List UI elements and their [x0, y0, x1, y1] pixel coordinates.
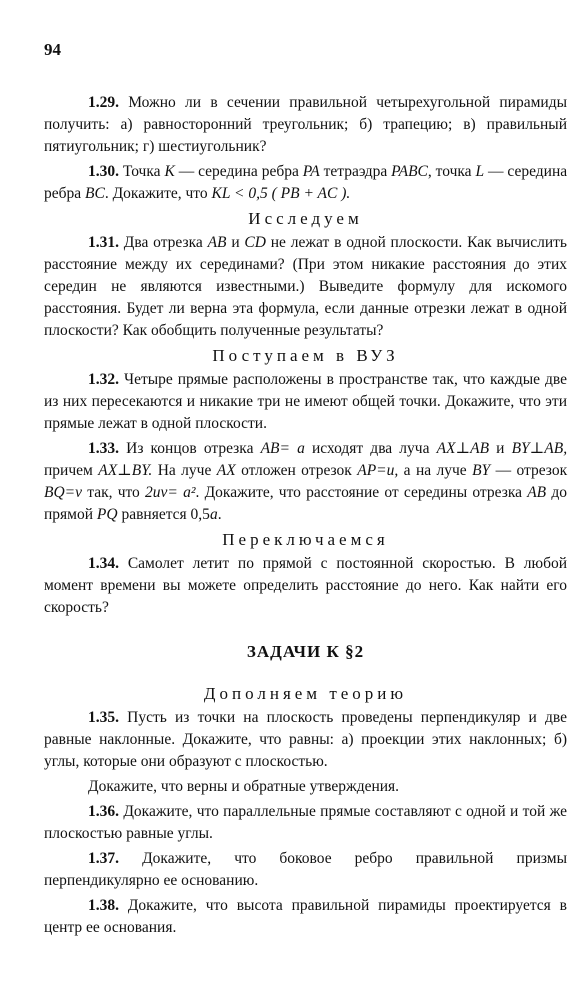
problem-text: — середина ребра [44, 163, 568, 202]
problem-text: и [496, 440, 505, 457]
problem-text: Можно ли в сечении правильной четырехугольной пирамиды получить: а) равносторонний треугольник; б) трапецию; в) правильный пятиугольник; г) шестиугольник? [44, 94, 567, 155]
math-var: BC [85, 185, 105, 202]
problem-text: Докажите, что боковое ребро правильной призмы перпендикулярно ее основанию. [44, 850, 567, 889]
math-expr: BY [472, 462, 491, 479]
problem-text: отложен отрезок [241, 462, 352, 479]
math-expr: AX⊥BY. [98, 462, 153, 479]
math-expr: PQ [96, 506, 118, 523]
problem-text: Самолет летит по прямой с постоянной скоростью. В любой момент времени вы можете определить расстояние до него. Как найти его скорость? [44, 555, 567, 616]
math-var: L [475, 163, 485, 180]
math-expr: a [209, 506, 218, 523]
problem-1-35-addendum: Докажите, что верны и обратные утверждения. [88, 778, 400, 795]
math-var: K [164, 163, 175, 180]
math-var: CD [244, 234, 266, 251]
page-number: 94 [44, 40, 61, 59]
subheading-postupaem-v-vuz: Поступаем в ВУЗ [212, 346, 399, 365]
problem-text: — середина ребра [178, 163, 299, 180]
problem-text: не лежат в одной плоскости. Как вычислить расстояние между их серединами? (При этом никакие расстояния до этих середин не являются известными.) Выведите формулу для искомого расстояния. Будет ли верна эта формула, если данные отрезки лежат в одной плоскости? Как обобщить полученные результаты? [44, 234, 568, 339]
math-expr: BQ=v [44, 484, 83, 501]
subheading-issleduem: Исследуем [248, 209, 363, 228]
math-expr: AX [216, 462, 236, 479]
subheading-dopolnyaem-teoriyu: Дополняем теорию [203, 684, 408, 703]
problem-text: . [217, 506, 222, 523]
problem-1-33 [44, 438, 567, 526]
problem-1-35 [44, 707, 567, 773]
problem-text: а на луче [403, 462, 467, 479]
math-expr: BY⊥AB, [511, 440, 568, 457]
math-expr: 2uv= a² [145, 484, 196, 501]
problem-1-29 [44, 92, 567, 158]
problem-1-38 [44, 895, 567, 939]
problem-text: до прямой [44, 484, 568, 523]
problem-number: 1.37. [88, 850, 119, 867]
math-expr: AX⊥AB [436, 440, 490, 457]
problem-text: — отрезок [495, 462, 568, 479]
problem-text: , точка [427, 163, 472, 180]
problem-number: 1.38. [88, 897, 119, 914]
problem-text: тетраэдра [323, 163, 388, 180]
math-var: PA [302, 163, 320, 180]
problem-number: 1.35. [88, 709, 119, 726]
problem-1-37 [44, 848, 567, 892]
problem-1-34 [44, 553, 567, 619]
problem-text: Докажите, что параллельные прямые составляют с одной и той же плоскостью равные углы. [44, 803, 567, 842]
problem-1-30 [44, 161, 567, 205]
problem-text: Докажите, что высота правильной пирамиды проектируется в центр ее основания. [44, 897, 567, 936]
problem-1-36 [44, 801, 567, 845]
problem-text: так, что [87, 484, 140, 501]
problem-text: Четыре прямые расположены в пространстве так, что каждые две из них пересекаются и никакие три не имеют общей точки. Докажите, что эти прямые лежат в одной плоскости. [44, 371, 567, 432]
problem-number: 1.31. [88, 234, 119, 251]
problem-text: Точка [122, 163, 161, 180]
problem-1-32 [44, 369, 567, 435]
problem-text: исходят два луча [311, 440, 430, 457]
math-expr: AB [527, 484, 547, 501]
problem-number: 1.29. [88, 94, 119, 111]
problem-text: . Докажите, что [104, 185, 208, 202]
problem-number: 1.36. [88, 803, 119, 820]
page-content [44, 92, 567, 942]
problem-text: . Докажите, что расстояние от середины отрезка [195, 484, 522, 501]
problem-text: На луче [157, 462, 212, 479]
problem-text: и [231, 234, 240, 251]
math-var: AB [207, 234, 227, 251]
problem-text: Два отрезка [123, 234, 203, 251]
problem-text: Из концов отрезка [126, 440, 254, 457]
problem-number: 1.33. [88, 440, 119, 457]
math-var: PABC [391, 163, 428, 180]
problem-text: причем [44, 462, 93, 479]
math-expr: AB= a [260, 440, 305, 457]
problem-text: Пусть из точки на плоскость проведены перпендикуляр и две равные наклонные. Докажите, что равны: а) проекции этих наклонных; б) углы, которые они образуют с плоскостью. [44, 709, 567, 770]
problem-number: 1.32. [88, 371, 119, 388]
math-inequality: KL < 0,5 ( PB + AC ). [211, 185, 351, 202]
section-title: ЗАДАЧИ К §2 [246, 642, 365, 661]
problem-1-31 [44, 232, 567, 342]
subheading-pereklyuchaemsya: Переключаемся [222, 530, 389, 549]
problem-number: 1.34. [88, 555, 119, 572]
math-expr: AP=u, [357, 462, 399, 479]
problem-number: 1.30. [88, 163, 119, 180]
problem-text: равняется 0,5 [121, 506, 210, 523]
